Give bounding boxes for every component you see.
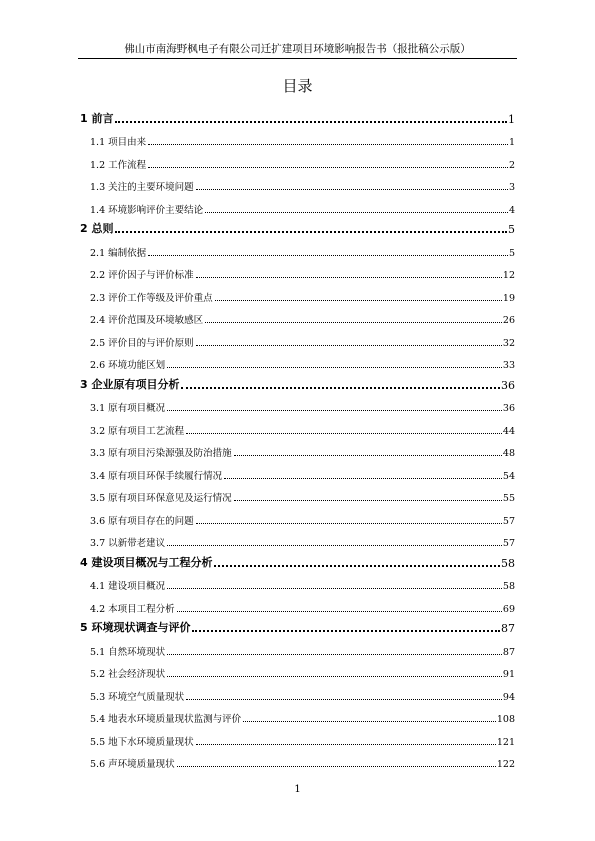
dot-leader	[234, 500, 502, 501]
toc-chapter-entry[interactable]	[78, 105, 515, 126]
toc-entry-page: 121	[496, 736, 515, 748]
toc-section-entry[interactable]	[78, 725, 515, 748]
toc-section-entry[interactable]	[78, 349, 515, 372]
toc-section-entry[interactable]	[78, 437, 515, 460]
toc-entry-label: 5.1 自然环境现状	[90, 646, 166, 658]
toc-entry-label: 3 企业原有项目分析	[80, 377, 180, 391]
toc-entry-page: 87	[501, 622, 515, 635]
dot-leader	[167, 410, 502, 411]
toc-entry-page: 94	[502, 691, 515, 703]
dot-leader	[234, 455, 502, 456]
dot-leader	[214, 565, 500, 567]
toc-entry-page: 48	[502, 448, 515, 459]
toc-entry-page: 57	[502, 515, 515, 527]
toc-entry-page: 2	[508, 159, 515, 171]
toc-section-entry[interactable]	[78, 592, 515, 615]
dot-leader	[181, 387, 500, 389]
toc-chapter-entry[interactable]	[78, 615, 515, 636]
toc-entry-label: 1.1 项目由来	[90, 137, 147, 148]
dot-leader	[167, 654, 502, 655]
toc-chapter-entry[interactable]	[78, 549, 515, 570]
toc-entry-page: 3	[508, 182, 515, 193]
toc-entry-page: 108	[496, 714, 515, 725]
toc-entry-page: 36	[501, 378, 515, 392]
toc-entry-label: 4.1 建设项目概况	[90, 581, 166, 592]
toc-entry-page: 12	[502, 270, 515, 281]
toc-entry-label: 3.4 原有项目环保手续履行情况	[90, 470, 223, 482]
toc-entry-page: 87	[502, 646, 515, 658]
toc-entry-label: 3.5 原有项目环保意见及运行情况	[90, 493, 232, 504]
dot-leader	[148, 167, 508, 168]
dot-leader	[167, 367, 502, 368]
toc-entry-page: 58	[501, 556, 515, 570]
toc-entry-page: 54	[502, 470, 515, 482]
toc-section-entry[interactable]	[78, 635, 515, 658]
dot-leader	[177, 611, 502, 612]
toc-entry-page: 33	[502, 360, 515, 371]
toc-section-entry[interactable]	[78, 482, 515, 505]
toc-entry-page: 1	[508, 137, 515, 148]
toc-section-entry[interactable]	[78, 126, 515, 149]
dot-leader	[205, 322, 502, 323]
toc-entry-label: 5.2 社会经济现状	[90, 669, 166, 680]
toc-chapter-entry[interactable]	[78, 371, 515, 392]
dot-leader	[177, 766, 496, 767]
toc-section-entry[interactable]	[78, 680, 515, 703]
toc-entry-label: 1 前言	[80, 111, 114, 125]
toc-entry-label: 2.1 编制依据	[90, 247, 147, 259]
toc-entry-label: 3.6 原有项目存在的问题	[90, 515, 194, 527]
toc-entry-page: 69	[502, 603, 515, 615]
toc-entry-page: 5	[508, 247, 515, 259]
page-number: 1	[294, 784, 301, 795]
toc-entry-label: 2 总则	[80, 222, 114, 235]
toc-section-entry[interactable]	[78, 281, 515, 304]
toc-entry-label: 1.2 工作流程	[90, 159, 147, 171]
dot-leader	[148, 144, 508, 145]
dot-leader	[243, 721, 496, 722]
toc-title: 目录	[282, 77, 313, 95]
toc-section-entry[interactable]	[78, 414, 515, 437]
toc-entry-page: 91	[502, 669, 515, 680]
toc-entry-label: 1.3 关注的主要环境问题	[90, 182, 194, 193]
dot-leader	[205, 212, 508, 213]
toc-entry-page: 57	[502, 538, 515, 549]
toc-section-entry[interactable]	[78, 504, 515, 527]
toc-entry-label: 2.4 评价范围及环境敏感区	[90, 315, 204, 326]
dot-leader	[115, 231, 507, 233]
toc-entry-label: 5.3 环境空气质量现状	[90, 691, 185, 703]
toc-section-entry[interactable]	[78, 148, 515, 171]
dot-leader	[215, 300, 502, 301]
running-header	[78, 42, 517, 59]
dot-leader	[196, 189, 508, 190]
toc-entry-page: 19	[502, 292, 515, 304]
dot-leader	[196, 345, 502, 346]
toc-entry-label: 2.3 评价工作等级及评价重点	[90, 292, 213, 304]
toc-section-entry[interactable]	[78, 326, 515, 349]
toc-section-entry[interactable]	[78, 658, 515, 681]
toc-section-entry[interactable]	[78, 748, 515, 771]
toc-section-entry[interactable]	[78, 570, 515, 593]
dot-leader	[115, 121, 507, 123]
dot-leader	[167, 676, 502, 677]
toc-entry-label: 3.2 原有项目工艺流程	[90, 425, 185, 437]
toc-section-entry[interactable]	[78, 193, 515, 216]
dot-leader	[224, 478, 502, 479]
toc-entry-label: 2.6 环境功能区划	[90, 360, 166, 371]
toc-chapter-entry[interactable]	[78, 216, 515, 237]
toc-entry-label: 1.4 环境影响评价主要结论	[90, 204, 204, 216]
toc-section-entry[interactable]	[78, 304, 515, 327]
toc-entry-label: 2.2 评价因子与评价标准	[90, 270, 194, 281]
dot-leader	[196, 523, 502, 524]
toc-entry-label: 3.1 原有项目概况	[90, 403, 166, 414]
toc-entry-page: 26	[502, 315, 515, 326]
toc-entry-page: 36	[502, 403, 515, 414]
header-text: 佛山市南海野枫电子有限公司迁扩建项目环境影响报告书（报批稿公示版）	[124, 43, 471, 55]
toc-entry-page: 55	[502, 493, 515, 504]
toc-entry-label: 4 建设项目概况与工程分析	[80, 555, 213, 569]
dot-leader	[186, 433, 502, 434]
toc-entry-label: 3.3 原有项目污染源强及防治措施	[90, 448, 232, 459]
toc-section-entry[interactable]	[78, 459, 515, 482]
toc-entry-label: 4.2 本项目工程分析	[90, 603, 175, 615]
dot-leader	[196, 744, 496, 745]
toc-entry-label: 5.6 声环境质量现状	[90, 759, 175, 770]
toc-section-entry[interactable]	[78, 259, 515, 282]
dot-leader	[167, 588, 502, 589]
toc-entry-label: 2.5 评价目的与评价原则	[90, 337, 194, 349]
dot-leader	[196, 277, 502, 278]
toc-entry-page: 4	[508, 204, 515, 216]
toc-section-entry[interactable]	[78, 703, 515, 726]
toc-entry-page: 5	[508, 223, 515, 236]
dot-leader	[186, 699, 502, 700]
toc-section-entry[interactable]	[78, 527, 515, 550]
toc-section-entry[interactable]	[78, 236, 515, 259]
toc-section-entry[interactable]	[78, 171, 515, 194]
toc-entry-page: 1	[508, 112, 515, 126]
toc-entry-label: 5 环境现状调查与评价	[80, 621, 191, 634]
table-of-contents	[78, 105, 515, 770]
toc-entry-label: 5.4 地表水环境质量现状监测与评价	[90, 714, 242, 725]
toc-entry-label: 3.7 以新带老建议	[90, 538, 166, 549]
dot-leader	[192, 630, 500, 632]
toc-entry-page: 44	[502, 425, 515, 437]
toc-entry-page: 122	[496, 759, 515, 770]
dot-leader	[167, 545, 502, 546]
toc-section-entry[interactable]	[78, 392, 515, 415]
toc-entry-label: 5.5 地下水环境质量现状	[90, 736, 194, 748]
toc-entry-page: 32	[502, 337, 515, 349]
toc-entry-page: 58	[502, 581, 515, 592]
dot-leader	[148, 255, 508, 256]
